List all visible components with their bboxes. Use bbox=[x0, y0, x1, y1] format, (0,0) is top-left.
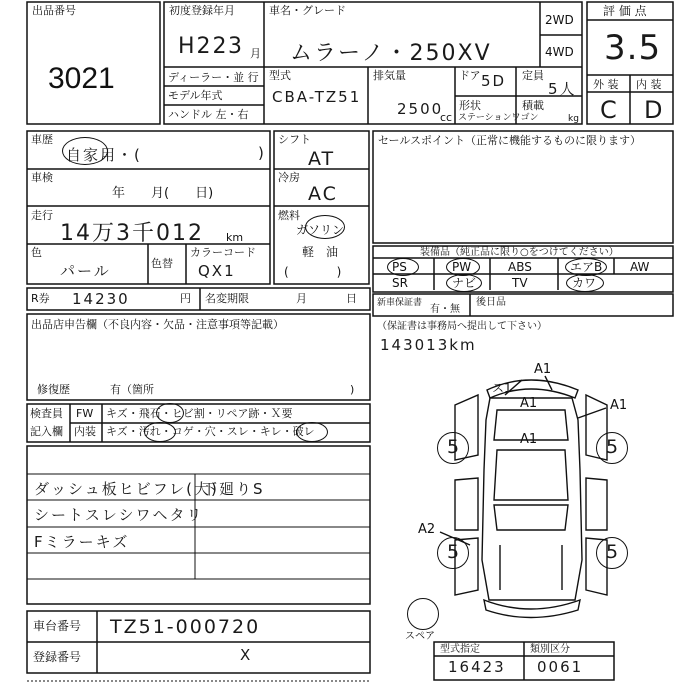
history-circle-mark bbox=[62, 137, 108, 165]
inspection-label: 車検 bbox=[31, 171, 53, 184]
shift-label: シフト bbox=[278, 133, 311, 146]
registration-label: 登録番号 bbox=[33, 650, 82, 664]
note-line-1: ダッシュ板ヒビフレ(大) bbox=[34, 480, 219, 498]
fuel-paren: ( ) bbox=[284, 265, 342, 279]
doors-value: 5D bbox=[481, 72, 507, 90]
remarks-label: 出品店申告欄（不良内容・欠品・注意事項等記載） bbox=[31, 318, 284, 331]
shape-value: ステーションワゴン bbox=[458, 113, 539, 123]
grade-score: 3.5 bbox=[604, 28, 662, 68]
color-label: 色 bbox=[31, 246, 42, 259]
drive-4wd: 4WD bbox=[545, 45, 574, 59]
equip-leather: カワ bbox=[572, 276, 597, 290]
diagram-mark-a1-right: A1 bbox=[610, 398, 628, 413]
equip-navi: ナビ bbox=[452, 276, 477, 290]
mileage-unit: km bbox=[226, 231, 244, 244]
diagram-mark-a2: A2 bbox=[418, 522, 436, 537]
note-line-2: シートスレシワヘタリ bbox=[34, 506, 204, 524]
equip-ps: PS bbox=[392, 260, 407, 274]
tire-rl-value: 5 bbox=[447, 436, 462, 458]
repair-value: 有（箇所 bbox=[110, 383, 154, 396]
type-designation-label: 型式指定 bbox=[440, 644, 480, 655]
color-code-label: カラーコード bbox=[190, 246, 256, 259]
checker-fw-label: FW bbox=[76, 407, 94, 420]
fuel-diesel: 軽 油 bbox=[302, 245, 339, 259]
type-label: 型式 bbox=[269, 69, 291, 82]
exterior-grade: C bbox=[600, 96, 619, 124]
reg-month: 3 bbox=[228, 34, 244, 59]
shift-value: AT bbox=[308, 148, 336, 170]
note-line-1b: 下廻りS bbox=[202, 480, 265, 498]
capacity-value: 5人 bbox=[548, 80, 577, 98]
displacement-label: 排気量 bbox=[373, 69, 406, 82]
history-close: ) bbox=[258, 144, 266, 162]
cc-unit: cc bbox=[440, 111, 453, 124]
registration-value: X bbox=[240, 646, 253, 664]
price-yen: 円 bbox=[180, 292, 191, 305]
class-value: 0061 bbox=[537, 658, 584, 676]
history-label: 車歴 bbox=[31, 133, 53, 146]
fuel-label: 燃料 bbox=[278, 209, 300, 222]
fuel-circle-mark bbox=[305, 215, 345, 239]
equip-pw: PW bbox=[452, 260, 472, 274]
equip-navi-circle bbox=[446, 274, 482, 292]
note-line-3: Fミラーキズ bbox=[34, 533, 130, 551]
tire-rr-value: 5 bbox=[606, 436, 621, 458]
chassis-label: 車台番号 bbox=[33, 619, 82, 633]
tire-fl-value: 5 bbox=[447, 541, 462, 563]
model-year-label: モデル年式 bbox=[168, 89, 223, 102]
warranty-label: 新車保証書 bbox=[377, 298, 423, 308]
diagram-mark-a1-top: A1 bbox=[534, 362, 552, 377]
fuel-gasoline: ガソリン bbox=[296, 223, 345, 237]
drive-2wd: 2WD bbox=[545, 13, 574, 27]
capacity-label: 定員 bbox=[522, 69, 544, 82]
warranty-date-label: 後日品 bbox=[476, 297, 506, 308]
equipment-label: 装備品（純正品に限り○をつけてください） bbox=[420, 247, 619, 258]
displacement-value: 2500 bbox=[397, 100, 444, 118]
color-change-label: 色替 bbox=[151, 257, 173, 270]
exterior-label: 外 装 bbox=[593, 78, 619, 91]
handle-label: ハンドル 左・右 bbox=[168, 108, 249, 121]
diagram-mark-s1: ス1 bbox=[492, 381, 512, 395]
deadline-label: 名変期限 bbox=[205, 292, 249, 305]
reg-month-unit: 月 bbox=[250, 47, 261, 60]
fw-chip-circle bbox=[156, 403, 184, 423]
type-value: CBA-TZ51 bbox=[272, 88, 362, 106]
grade-label: 評 価 点 bbox=[603, 4, 647, 18]
equip-aw: AW bbox=[630, 260, 650, 274]
diagram-mark-a1-mid: A1 bbox=[520, 432, 538, 447]
tire-fr-value: 5 bbox=[606, 541, 621, 563]
equip-ps-circle bbox=[387, 258, 419, 276]
interior-label: 内 装 bbox=[636, 78, 662, 91]
doors-label: ドア bbox=[459, 69, 481, 82]
spare-tire-circle bbox=[407, 598, 439, 630]
equip-airbag: エアB bbox=[570, 260, 603, 274]
class-label: 類別区分 bbox=[530, 644, 570, 655]
reg-era: H22 bbox=[178, 34, 229, 59]
price-value: 14230 bbox=[72, 290, 130, 308]
type-designation-value: 16423 bbox=[448, 658, 506, 676]
checker-label-1: 検査員 bbox=[30, 407, 63, 420]
history-value: 自家用・( bbox=[66, 146, 142, 164]
sales-point-label: セールスポイント（正常に機能するものに限ります） bbox=[378, 134, 642, 147]
checker-label-2: 記入欄 bbox=[30, 425, 63, 438]
warranty-note: （保証書は事務局へ提出して下さい） bbox=[377, 321, 547, 332]
price-label: R券 bbox=[31, 292, 50, 305]
repair-close: ) bbox=[350, 383, 355, 396]
equip-leather-circle bbox=[566, 274, 604, 292]
shape-label: 形状 bbox=[459, 99, 481, 112]
chassis-value: TZ51-000720 bbox=[110, 616, 261, 638]
checker-int-label: 内装 bbox=[74, 425, 96, 438]
equip-tv: TV bbox=[512, 276, 528, 290]
reg-label: 初度登録年月 bbox=[169, 4, 235, 17]
ac-label: 冷房 bbox=[278, 171, 300, 184]
lot-label: 出品番号 bbox=[32, 4, 76, 17]
model-value: ムラーノ・250XV bbox=[290, 41, 492, 66]
warranty-has: 有・無 bbox=[430, 304, 460, 315]
diagram-mark-a1-rear: A1 bbox=[520, 396, 538, 411]
int-stain-circle bbox=[144, 422, 176, 442]
kg-unit: kg bbox=[568, 114, 579, 124]
odometer-note: 143013km bbox=[380, 336, 477, 354]
deadline-day: 日 bbox=[346, 292, 357, 305]
weight-label: 積載 bbox=[522, 99, 544, 112]
int-cut-circle bbox=[296, 422, 328, 442]
mileage-value: 14万3千012 bbox=[60, 221, 204, 246]
deadline-month: 月 bbox=[296, 292, 307, 305]
lot-number: 3021 bbox=[48, 62, 115, 95]
checker-int-items: キズ・汚れ・コゲ・穴・スレ・キレ・破レ bbox=[106, 425, 315, 438]
color-value: パール bbox=[60, 262, 111, 280]
color-code-value: QX1 bbox=[198, 262, 236, 280]
spare-label: スペア bbox=[405, 631, 435, 642]
checker-fw-items: キズ・飛石・ヒビ割・リペア跡・Ｘ要 bbox=[106, 407, 293, 420]
dealer-label: ディーラー・並 行 bbox=[168, 71, 259, 84]
equip-sr: SR bbox=[392, 276, 408, 290]
ac-value: AC bbox=[308, 183, 338, 205]
repair-label: 修復歴 bbox=[37, 383, 70, 396]
inspection-line: 年 月( 日) bbox=[112, 186, 214, 201]
car-diagram bbox=[440, 376, 607, 618]
interior-grade: D bbox=[644, 96, 665, 124]
mileage-label: 走行 bbox=[31, 209, 53, 222]
model-label: 車名・グレード bbox=[269, 4, 346, 17]
equip-abs: ABS bbox=[508, 260, 532, 274]
